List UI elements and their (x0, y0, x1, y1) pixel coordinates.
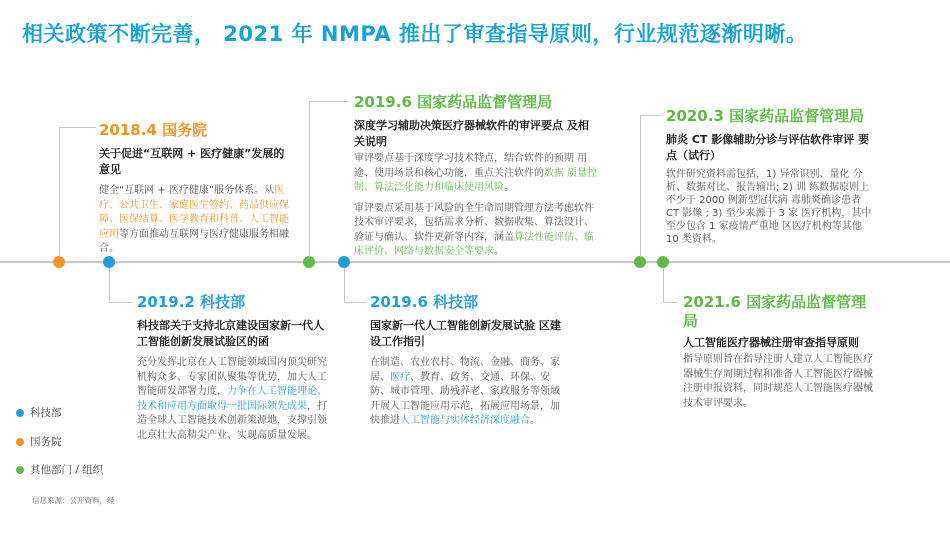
event-description-2: 审评要点采用基于风险的全生命周期管理方法考虑软件技术审评要求，包括需求分析、数据收集、算法设计、验证与确认、软件更新等内容，涵盖算法性能评估、临床评价、网络与数据安全等要求。 (354, 202, 594, 257)
legend-dot-icon (16, 438, 24, 446)
event-description-1: 审评要点基于深度学习技术特点，结合软件的预期 用途、使用场景和核心功能，重点关注软件的数据 质量控制、算法泛化能力和临床使用风险。 (354, 153, 598, 193)
event-2019-6-most (370, 293, 566, 429)
connector-2020-3 (640, 115, 661, 257)
event-heading: 2019.6 科技部 (370, 293, 479, 311)
event-heading: 2021.6 国家药品监督管理局 (683, 293, 867, 330)
event-document-title: 肺炎 CT 影像辅助分诊与评估软件审评 要点（试行） (666, 133, 870, 162)
timeline-dot-2019-2 (103, 256, 115, 268)
timeline-line (0, 261, 950, 263)
source-note: 信息来源：公开资料，经 (32, 496, 115, 505)
event-description: 软件研究资料需包括，1) 异常识别、量化 分析、数据对比、报告输出; 2) 训 练数据原则上不少于 2000 例新型冠状病 毒肺炎确诊患者 CT 影像 ; 3) 至少来源于 3 家 医疗机构，其中至少包含 1 家疫情严重地 区医疗机构等其他 10 类资料。 (666, 169, 872, 245)
timeline-dot-2018-4 (53, 256, 65, 268)
page-title: 相关政策不断完善， 2021 年 NMPA 推出了审查指导原则，行业规范逐渐明晰。 (22, 22, 808, 46)
legend-item-science: 科技部 (16, 405, 62, 420)
connector-2018-4 (59, 127, 96, 257)
timeline-dot-2020-3 (634, 256, 646, 268)
connector-2019-2 (109, 268, 132, 303)
legend-dot-icon (16, 466, 24, 474)
event-description: 健全“互联网 + 医疗健康”服务体系。从医疗、公共卫生、家庭医生签约、药品供应保障、医保结算、医学教育和科普、人工智能应用等方面推动互联网与医疗健康服务相融合。 (99, 185, 289, 254)
event-2019-6-nmpa (354, 93, 598, 260)
event-heading: 2019.2 科技部 (137, 293, 246, 311)
timeline-dot-2019-6-most (338, 256, 350, 268)
event-document-title: 科技部关于支持北京建设国家新一代人工智能创新发展试验区的函 (137, 319, 324, 348)
event-2018-4 (99, 121, 289, 257)
event-heading: 2018.4 国务院 (99, 121, 208, 139)
event-document-title: 人工智能医疗器械注册审查指导原则 (683, 336, 859, 349)
event-2020-3 (666, 107, 872, 246)
event-document-title: 国家新一代人工智能创新发展试验 区建设工作指引 (370, 319, 561, 348)
legend-item-state-council: 国务院 (16, 434, 62, 449)
event-2019-2 (137, 293, 329, 443)
event-heading: 2019.6 国家药品监督管理局 (354, 93, 553, 111)
event-document-title: 深度学习辅助决策医疗器械软件的审评要点 及相关说明 (354, 119, 589, 148)
timeline-dot-2019-6-nmpa (303, 256, 315, 268)
event-2021-6 (683, 293, 879, 411)
connector-2019-6-nmpa (309, 101, 348, 257)
event-description: 在制造、农业农村、物流、金融、商务、家居、医疗、教育、政务、交通、环保、安防、城市管理、助残养老、家政服务等领域开展人工智能应用示范，拓展应用场景，加快推进人工智能与实体经济深度融合。 (370, 357, 560, 426)
legend-dot-icon (16, 409, 24, 417)
timeline-dot-2021-6 (657, 256, 669, 268)
event-description: 指导原则旨在指导注册人建立人工智能医疗器械生存周期过程和准备人工智能医疗器械注册申报资料，同时规范人工智能医疗器械技术审评要求。 (683, 354, 873, 409)
connector-2021-6 (663, 268, 678, 303)
event-document-title: 关于促进“互联网 + 医疗健康”发展的意见 (99, 147, 285, 176)
event-heading: 2020.3 国家药品监督管理局 (666, 107, 865, 125)
event-description: 充分发挥北京在人工智能领域国内顶尖研究机构众多、专家团队聚集等优势，加大人工智能研发部署力度，力争在人工智能理论、技术和应用方面取得一批国际领先成果，打造全球人工智能技术创新策源地，支撑引领北京壮大高精尖产业、实现高质量发展。 (137, 357, 327, 441)
legend-item-other: 其他部门 / 组织 (16, 463, 104, 477)
connector-2019-6-most (344, 268, 367, 303)
